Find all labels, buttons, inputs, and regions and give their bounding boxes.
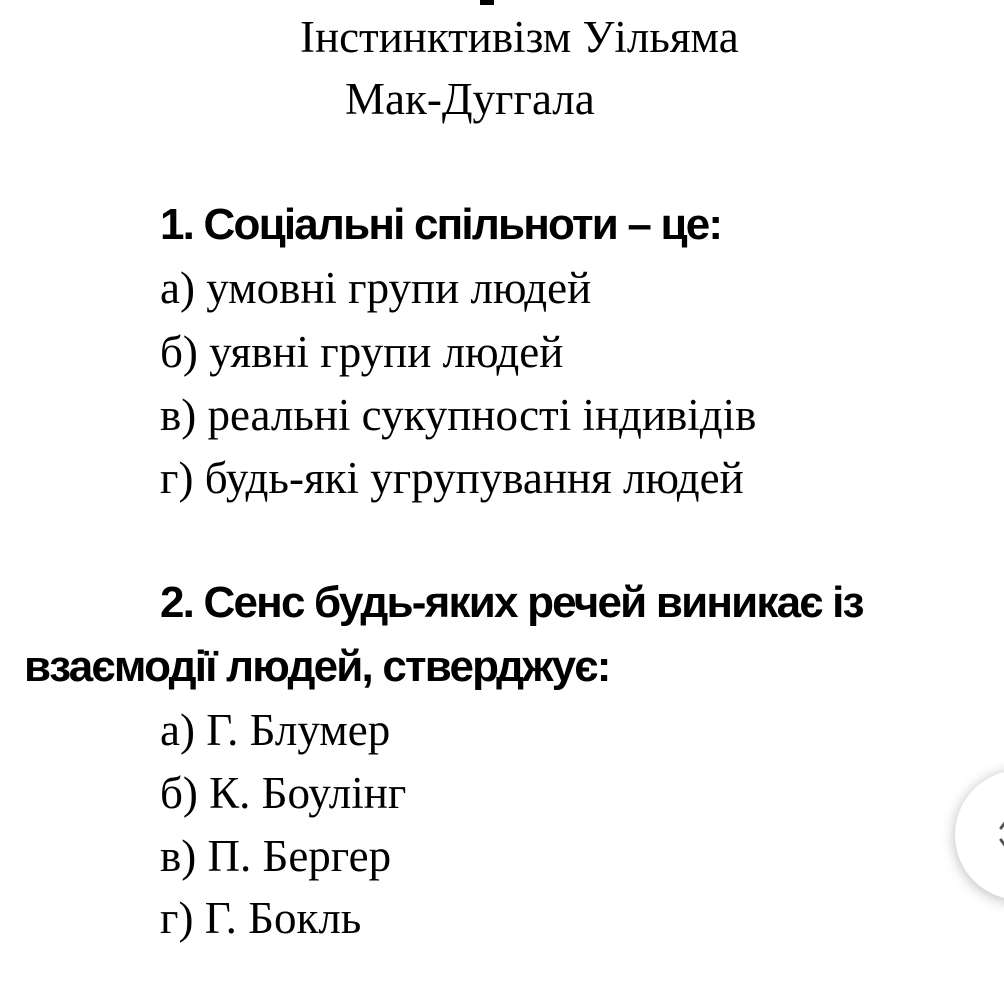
- question-1-option-b: б) уявні групи людей: [160, 327, 564, 377]
- scroll-arrows-icon: [997, 814, 1004, 854]
- document-title-line-1: Інстинктивізм Уільяма: [300, 12, 739, 62]
- question-1-option-c: в) реальні сукупності індивідів: [160, 390, 757, 440]
- question-2-option-d: г) Г. Бокль: [160, 893, 362, 943]
- question-1-option-a: а) умовні групи людей: [160, 263, 592, 313]
- question-2-text-line-1: 2. Сенс будь-яких речей виникає із: [160, 578, 863, 627]
- scroll-button[interactable]: [955, 770, 1004, 900]
- question-2-option-b: б) К. Боулінг: [160, 768, 407, 818]
- cut-off-text-fragment: [480, 0, 494, 5]
- question-2-option-c: в) П. Бергер: [160, 831, 392, 881]
- question-1-option-d: г) будь-які угрупування людей: [160, 453, 744, 503]
- question-2-text-line-2: взаємодії людей, стверджує:: [24, 642, 610, 691]
- document-title-line-2: Мак-Дуггала: [345, 74, 595, 124]
- question-1-text: 1. Соціальні спільноти – це:: [160, 200, 722, 249]
- question-2-option-a: а) Г. Блумер: [160, 705, 391, 755]
